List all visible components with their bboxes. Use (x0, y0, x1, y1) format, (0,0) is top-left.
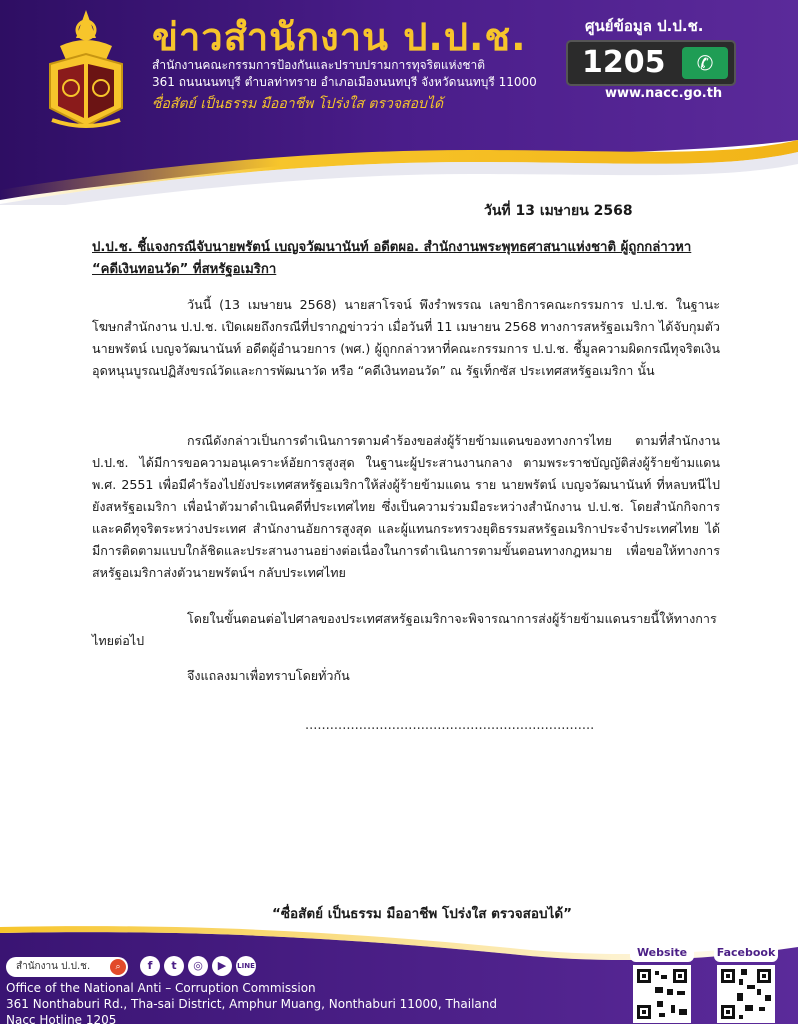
website-url[interactable]: www.nacc.go.th (605, 86, 723, 101)
header-motto: ซื่อสัตย์ เป็นธรรม มืออาชีพ โปร่งใส ตรวจสอบได้ (152, 96, 444, 112)
youtube-icon[interactable]: ▶ (212, 956, 232, 976)
facebook-icon[interactable]: f (140, 956, 160, 976)
search-label: สำนักงาน ป.ป.ช. (16, 961, 91, 972)
document-date: วันที่ 13 เมษายน 2568 (484, 203, 633, 219)
separator-dots: ...................................................................... (305, 718, 595, 733)
footer-hotline-en: Nacc Hotline 1205 (6, 1013, 117, 1024)
twitter-icon[interactable]: t (164, 956, 184, 976)
footer-org-en: Office of the National Anti – Corruption Commission (6, 981, 316, 995)
org-address: 361 ถนนนนทบุรี ตำบลท่าทราย อำเภอเมืองนนทบุรี จังหวัดนนทบุรี 11000 (152, 75, 537, 89)
closing-motto: “ซื่อสัตย์ เป็นธรรม มืออาชีพ โปร่งใส ตรวจสอบได้” (272, 906, 573, 922)
phone-icon: ✆ (682, 47, 728, 79)
facebook-qr-code[interactable] (717, 965, 775, 1023)
paragraph-4: จึงแถลงมาเพื่อทราบโดยทั่วกัน (187, 668, 350, 683)
nacc-emblem-icon (40, 8, 132, 133)
search-bar[interactable] (6, 957, 128, 977)
hotline-badge (566, 40, 736, 86)
search-icon[interactable]: ⌕ (110, 959, 126, 975)
website-qr-code[interactable] (633, 965, 691, 1023)
paragraph-1: วันนี้ (13 เมษายน 2568) นายสาโรจน์ พึงรำพรรณ เลขาธิการคณะกรรมการ ป.ป.ช. ในฐานะโฆษกสำนักงาน ป.ป.ช. เปิดเผยถึงกรณีที่ปรากฏข่าวว่า เมื่อวันที่ 11 เมษายน 2568 ทางการสหรัฐอเมริกา ได้จับกุมตัวนายพรัตน์ เบญจวัฒนานันท์ อดีตผู้อำนวยการ (พศ.) ผู้ถูกกล่าวหาที่คณะกรรมการ ป.ป.ช. ชี้มูลความผิดกรณีทุจริตเงินอุดหนุนบูรณปฏิสังขรณ์วัดและการพัฒนาวัด หรือ “คดีเงินทอนวัด” ณ รัฐเท็กซัส ประเทศสหรัฐอเมริกา นั้น (92, 297, 720, 378)
footer-address-en: 361 Nonthaburi Rd., Tha-sai District, Amphur Muang, Nonthaburi 11000, Thailand (6, 997, 497, 1011)
document-headline: ป.ป.ช. ชี้แจงกรณีจับนายพรัตน์ เบญจวัฒนานันท์ อดีตผอ. สำนักงานพระพุทธศาสนาแห่งชาติ ผู้ถูกกล่าวหา “คดีเงินทอนวัด” ที่สหรัฐอเมริกา (92, 240, 692, 277)
letterhead (0, 0, 798, 205)
line-icon[interactable]: LINE (236, 956, 256, 976)
paragraph-2: กรณีดังกล่าวเป็นการดำเนินการตามคำร้องขอส่งผู้ร้ายข้ามแดนของทางการไทย ตามที่สำนักงาน ป.ป.ช. ได้มีการขอความอนุเคราะห์อัยการสูงสุด ในฐานะผู้ประสานงานกลาง ตามพระราชบัญญัติส่งผู้ร้ายข้ามแดน พ.ศ. 2551 เพื่อมีคำร้องไปยังประเทศสหรัฐอเมริกาให้ส่งผู้ร้ายข้ามแดน ราย นายพรัตน์ เบญจวัฒนานันท์ ที่หลบหนีไปยังสหรัฐอเมริกา เพื่อนำตัวมาดำเนินคดีที่ประเทศไทย ซึ่งเป็นความร่วมมือระหว่างสำนักงาน ป.ป.ช. โดยสำนักกิจการและคดีทุจริตระหว่างประเทศ สำนักงานอัยการสูงสุด และผู้แทนกระทรวงยุติธรรมสหรัฐอเมริกาประจำประเทศไทย ได้มีการติดตามแบบใกล้ชิดและประสานงานอย่างต่อเนื่องในการดำเนินการตามขั้นตอนทางกฎหมาย เพื่อขอให้ทางการสหรัฐอเมริกาส่งตัวนายพรัตน์ฯ กลับประเทศไทย (92, 433, 720, 580)
letterhead-title: ข่าวสำนักงาน ป.ป.ช. (152, 15, 527, 59)
info-center-label: ศูนย์ข้อมูล ป.ป.ช. (585, 17, 704, 35)
paragraph-3: โดยในขั้นตอนต่อไปศาลของประเทศสหรัฐอเมริกาจะพิจารณาการส่งผู้ร้ายข้ามแดนรายนี้ให้ทางการไทยต่อไป (92, 611, 717, 648)
website-qr-label: Website (630, 944, 694, 962)
footer-band (0, 925, 798, 1024)
org-name: สำนักงานคณะกรรมการป้องกันและปราบปรามการทุจริตแห่งชาติ (152, 58, 486, 72)
instagram-icon[interactable]: ◎ (188, 956, 208, 976)
facebook-qr-label: Facebook (714, 944, 778, 962)
hotline-number: 1205 (582, 45, 666, 80)
